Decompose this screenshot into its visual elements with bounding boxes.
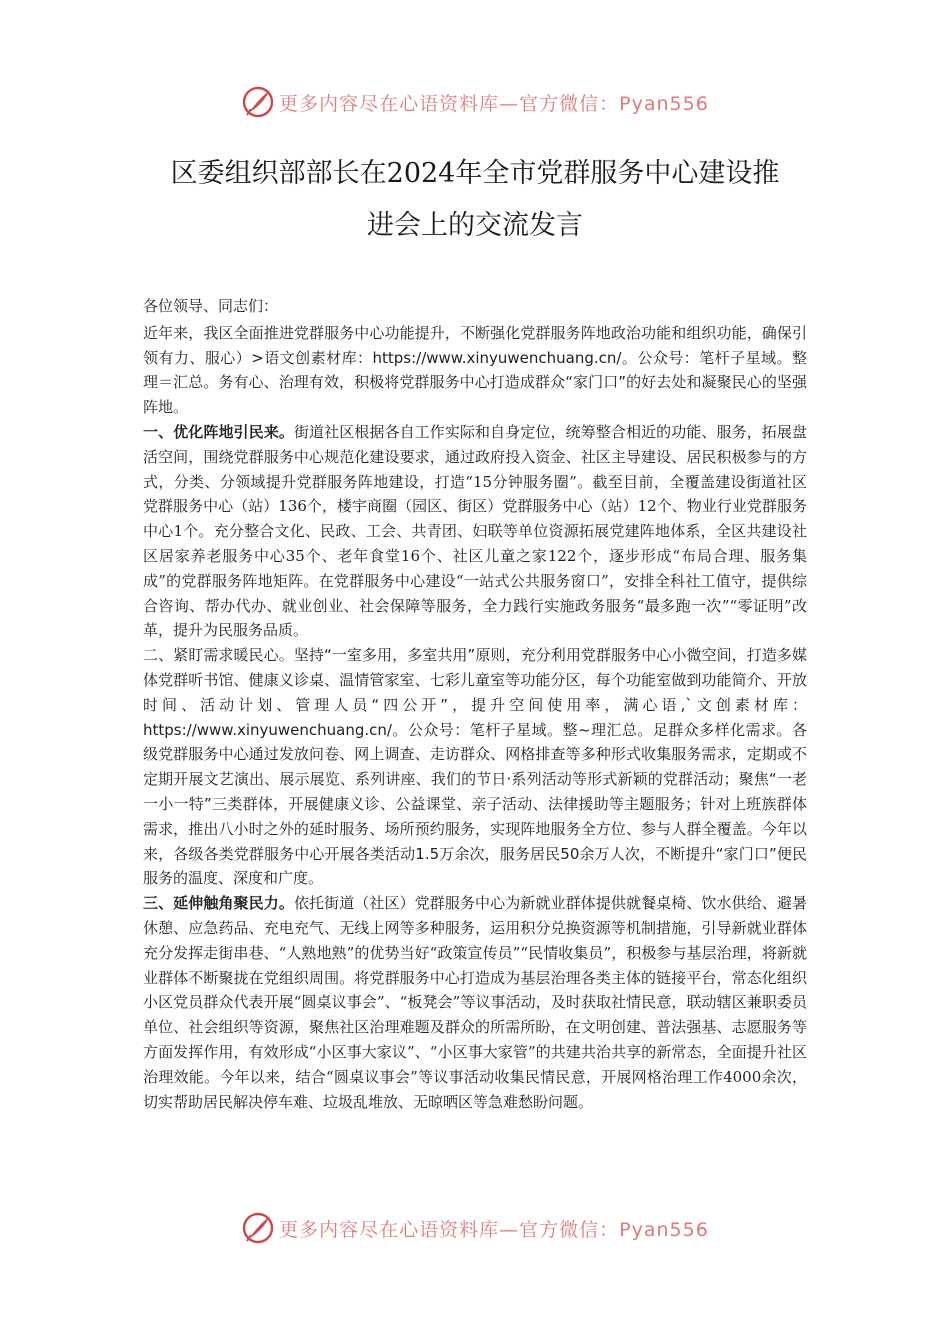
speech-body xyxy=(143,294,807,1114)
footer-banner xyxy=(0,1208,950,1248)
intro-paragraph: 近年来，我区全面推进党群服务中心功能提升，不断强化党群服务阵地政治功能和组织功能，确保引领有力、服心）>语文创素材库：https://www.xinyuwenchuang.cn/。公众号：笔杆子星域。整理＝汇总。务有心、治理有效，积极将党群服务中心打造成群众“家门口”的好去处和凝聚民心的坚强阵地。 xyxy=(143,323,807,417)
quill-logo-icon xyxy=(241,1211,275,1245)
section-2-heading: 二、紧盯需求暖民心。 xyxy=(143,646,294,665)
banner-text: 更多内容尽在心语资料库—官方微信：Pyan556 xyxy=(279,1218,709,1241)
section-3-heading: 三、延伸触角聚民力。 xyxy=(143,894,294,913)
title-line-2: 进会上的交流发言 xyxy=(367,210,583,241)
section-1 xyxy=(143,420,807,643)
section-1-body: 街道社区根据各自工作实际和自身定位，统筹整合相近的功能、服务，拓展盘活空间，围绕党群服务中心规范化建设要求，通过政府投入资金、社区主导建设、居民积极参与的方式，分类、分领域提升党群服务阵地建设，打造“15分钟服务圈”。截至目前，全覆盖建设街道社区党群服务中心（站）136个，楼宇商圈（园区、街区）党群服务中心（站）12个、物业行业党群服务中心1个。充分整合文化、民政、工会、共青团、妇联等单位资源拓展党建阵地体系，全区共建设社区居家养老服务中心35个、老年食堂16个、社区儿童之家122个，逐步形成“布局合理、服务集成”的党群服务阵地矩阵。在党群服务中心建设“一站式公共服务窗口”，安排全科社工值守，提供综合咨询、帮办代办、就业创业、社会保障等服务，全力践行实施政务服务“最多跑一次”“零证明”改革，提升为民服务品质。 xyxy=(143,422,807,640)
banner-wechat: Pyan556 xyxy=(619,1218,709,1241)
page-title xyxy=(60,148,890,252)
section-2 xyxy=(143,643,807,891)
header-banner xyxy=(0,82,950,122)
section-3 xyxy=(143,891,807,1114)
greeting: 各位领导、同志们： xyxy=(143,297,279,315)
title-line-1: 区委组织部部长在2024年全市党群服务中心建设推 xyxy=(170,158,780,189)
section-3-body: 依托街道（社区）党群服务中心为新就业群体提供就餐桌椅、饮水供给、避暑休憩、应急药品、充电充气、无线上网等多种服务，运用积分兑换资源等机制措施，引导新就业群体充分发挥走街串巷、“人熟地熟”的优势当好“政策宣传员”“民情收集员”，积极参与基层治理，将新就业群体不断聚拢在党组织周围。将党群服务中心打造成为基层治理各类主体的链接平台，常态化组织小区党员群众代表开展“圆桌议事会”、“板凳会”等议事活动，及时获取社情民意，联动辖区兼职委员单位、社会组织等资源，聚焦社区治理难题及群众的所需所盼，在文明创建、普法强基、志愿服务等方面发挥作用，有效形成“小区事大家议”、“小区事大家管”的共建共治共享的新常态，全面提升社区治理效能。今年以来，结合“圆桌议事会”等议事活动收集民情民意，开展网格治理工作4000余次，切实帮助居民解决停车难、垃圾乱堆放、无晾晒区等急难愁盼问题。 xyxy=(143,894,807,1111)
banner-text: 更多内容尽在心语资料库—官方微信：Pyan556 xyxy=(279,92,709,115)
section-1-heading: 一、优化阵地引民来。 xyxy=(143,422,294,441)
quill-logo-icon xyxy=(241,85,275,119)
banner-wechat: Pyan556 xyxy=(619,92,709,115)
section-2-body: 坚持“一室多用，多室共用”原则，充分利用党群服务中心小微空间，打造多媒体党群听书馆、健康义诊桌、温情管家室、七彩儿童室等功能分区，每个功能室做到功能简介、开放时间、活动计划、管理人员“四公开”，提升空间使用率，满心语,`文创素材库：https://www.xinyuwenchuang.cn/。公众号：笔杆子星域。整~理汇总。足群众多样化需求。各级党群服务中心通过发放问卷、网上调查、走访群众、网格排查等多种形式收集服务需求，定期或不定期开展文艺演出、展示展览、系列讲座、我们的节日·系列活动等形式新颖的党群活动；聚焦“一老一小一特”三类群体，开展健康义诊、公益课堂、亲子活动、法律援助等主题服务；针对上班族群体需求，推出八小时之外的延时服务、场所预约服务，实现阵地服务全方位、参与人群全覆盖。今年以来，各级各类党群服务中心开展各类活动1.5万余次，服务居民50余万人次，不断提升“家门口”便民服务的温度、深度和广度。 xyxy=(143,646,807,888)
